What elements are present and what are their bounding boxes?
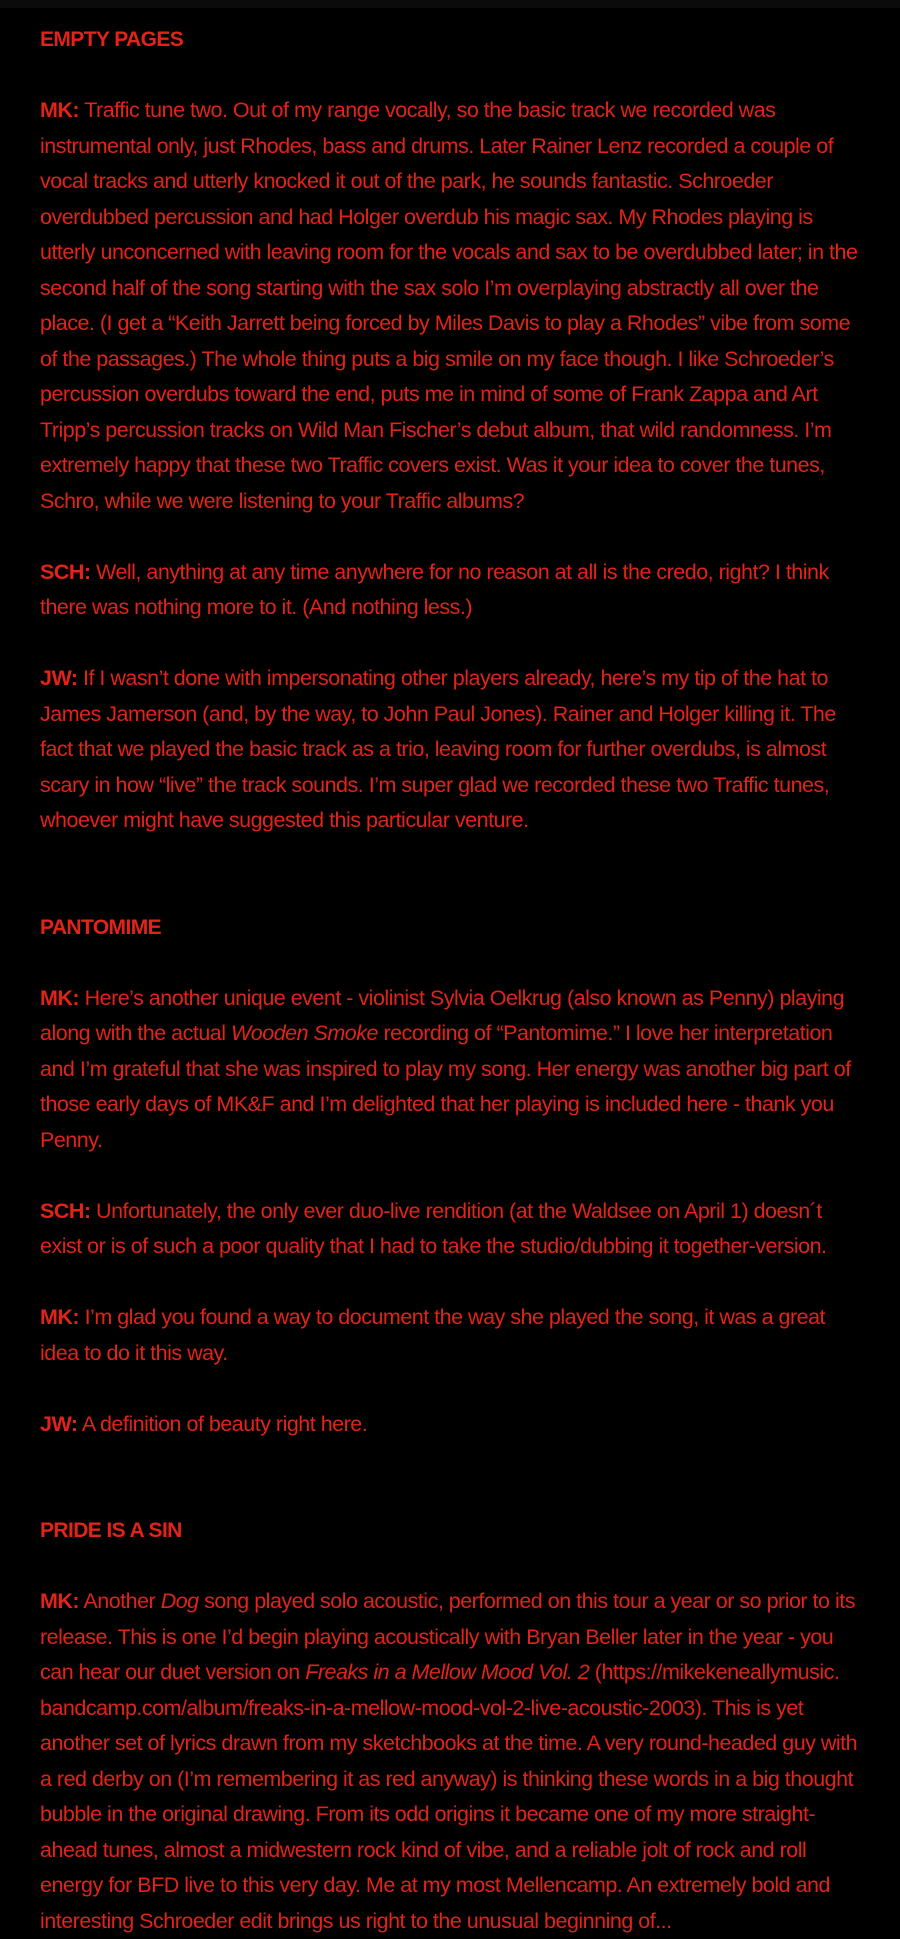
speaker-label: JW: (40, 666, 78, 690)
entry-text: Unfortunately, the only ever duo-live rendition (at the Waldsee on April 1) doesn´t exist or is of such a poor quality that I had to take the studio/dubbing it together-version. (40, 1198, 827, 1258)
speaker-label: SCH: (40, 559, 91, 584)
document-body (40, 22, 868, 1939)
section-heading: EMPTY PAGES (40, 28, 184, 51)
entry-text: Another (79, 1589, 161, 1613)
interview-entry (40, 661, 868, 839)
entry-text: Well, anything at any time anywhere for no reason at all is the credo, right? I think there was nothing more to it. (And nothing less.) (40, 559, 829, 619)
entry-text: Here’s another unique event - violinist Sylvia Oelkrug (also known as Penny) playing along with the actual (40, 985, 845, 1045)
speaker-label: SCH: (40, 1198, 91, 1223)
interview-entry (40, 981, 868, 1159)
speaker-label: MK: (40, 1305, 80, 1329)
entry-text: A definition of beauty right here. (77, 1411, 368, 1436)
entry-text: Traffic tune two. Out of my range vocally, so the basic track we recorded was instrumental only, just Rhodes, bass and drums. Later Rainer Lenz recorded a couple of vocal tracks and utterly knocked it out of the park, he sounds fantastic. Schroeder overdubbed percussion and had Holger overdub his magic sax. My Rhodes playing is utterly unconcerned with leaving room for the vocals and sax to be overdubbed later; in the second half of the song starting with the sax solo I’m overplaying abstractly all over the place. (I get a “Keith Jarrett being forced by Miles Davis to play a Rhodes” vibe from some of the passages.) The whole thing puts a big smile on my face though. I like Schroeder’s percussion overdubs toward the end, puts me in mind of some of Frank Zappa and Art Tripp’s percussion tracks on Wild Man Fischer’s debut album, that wild randomness. I’m extremely happy that these two Traffic covers exist. Was it your idea to cover the tunes, Schro, while we were listening to your Traffic albums? (40, 98, 858, 513)
speaker-label: MK: (40, 1589, 80, 1613)
entry-text: recording of “Pantomime.” I love her interpretation and I’m grateful that she was inspired to play my song. Her energy was another big part of those early days of MK&F and I’m delighted that her playing is included here - thank you Penny. (40, 1021, 851, 1152)
speaker-label: MK: (40, 98, 80, 122)
album-title: Wooden Smoke (231, 1021, 378, 1045)
speaker-label: JW: (40, 1411, 78, 1436)
section-heading: PRIDE IS A SIN (40, 1519, 182, 1542)
page-top-edge (0, 0, 900, 8)
album-title: Freaks in a Mellow Mood Vol. 2 (305, 1660, 590, 1684)
interview-entry (40, 1584, 868, 1939)
section-pride-is-a-sin (40, 1513, 868, 1939)
entry-text: (https://mikekeneallymusic. bandcamp.com/album/freaks-in-a-mellow-mood-vol-2-live-acoustic-2003). This is yet another set of lyrics drawn from my sketchbooks at the time. A very round-headed guy with a red derby on (I’m remembering it as red anyway) is thinking these words in a big thought bubble in the original drawing. From its odd origins it became one of my more straight-ahead tunes, almost a midwestern rock kind of vibe, and a reliable jolt of rock and roll energy for BFD live to this very day. Me at my most Mellencamp. An extremely bold and interesting Schroeder edit brings us right to the unusual beginning of... (40, 1660, 858, 1933)
entry-text: If I wasn’t done with impersonating other players already, here’s my tip of the hat to James Jamerson (and, by the way, to John Paul Jones). Rainer and Holger killing it. The fact that we played the basic track as a trio, leaving room for further overdubs, is almost scary in how “live” the track sounds. I’m super glad we recorded these two Traffic tunes, whoever might have suggested this particular venture. (40, 666, 836, 832)
interview-entry (40, 1194, 868, 1265)
entry-text: I’m glad you found a way to document the way she played the song, it was a great idea to do it this way. (40, 1305, 826, 1365)
section-empty-pages (40, 22, 868, 839)
interview-entry (40, 1407, 868, 1443)
interview-entry (40, 1300, 868, 1371)
section-pantomime (40, 910, 868, 1443)
section-spacer (40, 1442, 868, 1478)
speaker-label: MK: (40, 985, 80, 1010)
entry-text: song played solo acoustic, performed on this tour a year or so prior to its release. This is one I’d begin playing acoustically with Bryan Beller later in the year - you can hear our duet version on (40, 1589, 855, 1684)
section-heading: PANTOMIME (40, 915, 161, 939)
section-spacer (40, 839, 868, 875)
interview-entry (40, 93, 868, 519)
interview-entry (40, 555, 868, 626)
album-title: Dog (160, 1589, 199, 1613)
